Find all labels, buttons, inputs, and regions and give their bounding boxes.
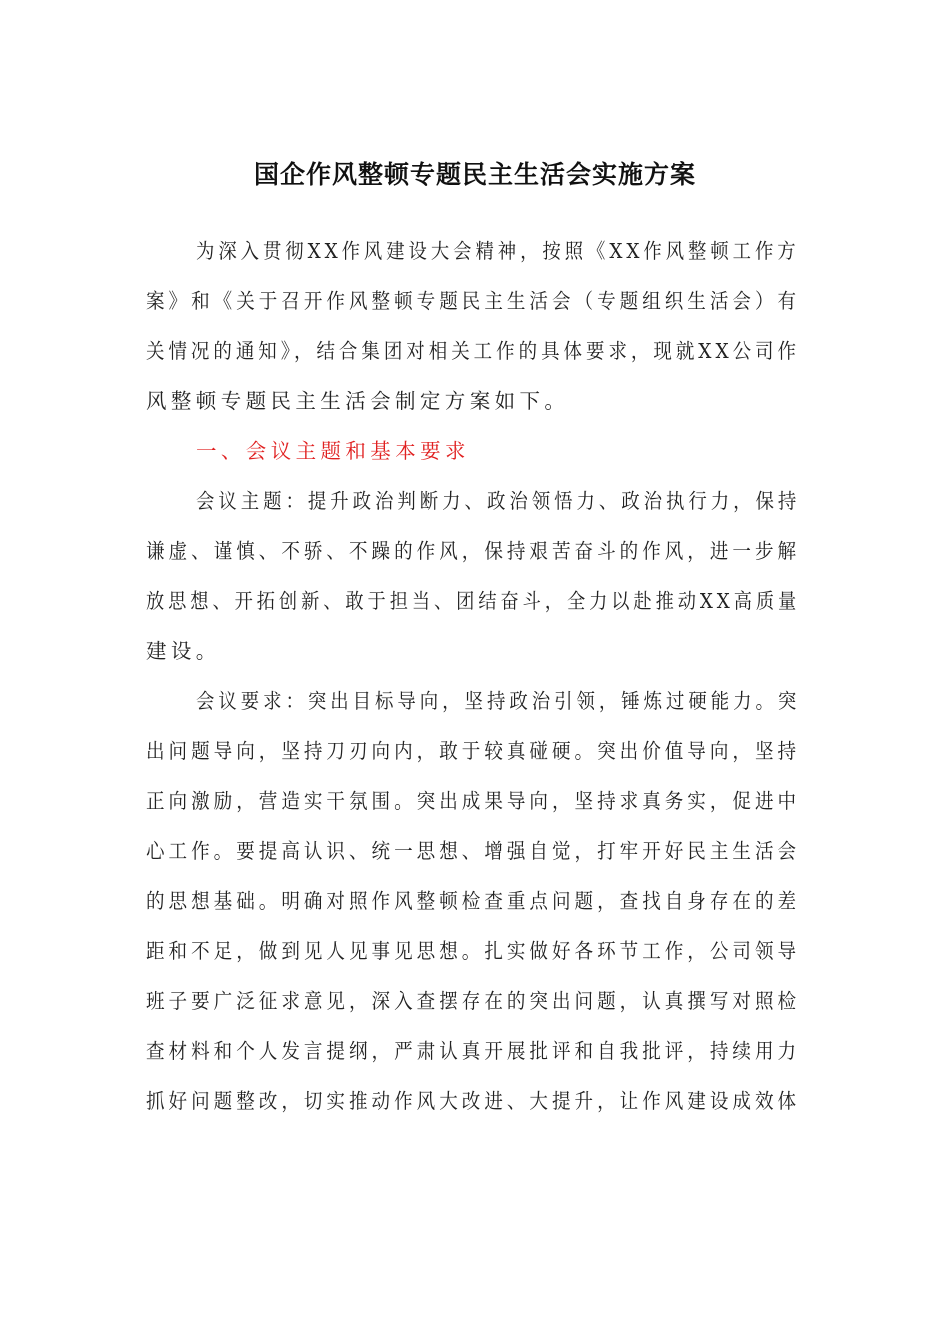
requirements-line-1: 会议要求：突出目标导向，坚持政治引领，锤炼过硬能力。突: [196, 689, 801, 713]
requirements-line-6: 距和不足，做到见人见事见思想。扎实做好各环节工作，公司领导: [146, 939, 801, 963]
document-title: 国企作风整顿专题民主生活会实施方案: [253, 160, 696, 189]
intro-line-4: 风整顿专题民主生活会制定方案如下。: [146, 389, 570, 413]
requirements-line-4: 心工作。要提高认识、统一思想、增强自觉，打牢开好民主生活会: [146, 839, 801, 863]
section-heading: 一、会议主题和基本要求: [196, 439, 470, 463]
intro-line-1: 为深入贯彻XX作风建设大会精神，按照《XX作风整顿工作方: [196, 239, 800, 263]
theme-line-4: 建设。: [146, 639, 221, 663]
intro-line-3: 关情况的通知》，结合集团对相关工作的具体要求，现就XX公司作: [146, 339, 800, 363]
requirements-line-9: 抓好问题整改，切实推动作风大改进、大提升，让作风建设成效体: [146, 1089, 801, 1113]
intro-line-2: 案》和《关于召开作风整顿专题民主生活会（专题组织生活会）有: [146, 289, 801, 313]
theme-line-2: 谦虚、谨慎、不骄、不躁的作风，保持艰苦奋斗的作风，进一步解: [146, 539, 801, 563]
requirements-line-3: 正向激励，营造实干氛围。突出成果导向，坚持求真务实，促进中: [146, 789, 801, 813]
requirements-line-5: 的思想基础。明确对照作风整顿检查重点问题，查找自身存在的差: [146, 889, 801, 913]
theme-line-3: 放思想、开拓创新、敢于担当、团结奋斗，全力以赴推动XX高质量: [146, 589, 801, 613]
requirements-line-8: 查材料和个人发言提纲，严肃认真开展批评和自我批评，持续用力: [146, 1039, 801, 1063]
requirements-line-2: 出问题导向，坚持刀刃向内，敢于较真碰硬。突出价值导向，坚持: [146, 739, 801, 763]
requirements-line-7: 班子要广泛征求意见，深入查摆存在的突出问题，认真撰写对照检: [146, 989, 801, 1013]
theme-line-1: 会议主题：提升政治判断力、政治领悟力、政治执行力，保持: [196, 489, 801, 513]
